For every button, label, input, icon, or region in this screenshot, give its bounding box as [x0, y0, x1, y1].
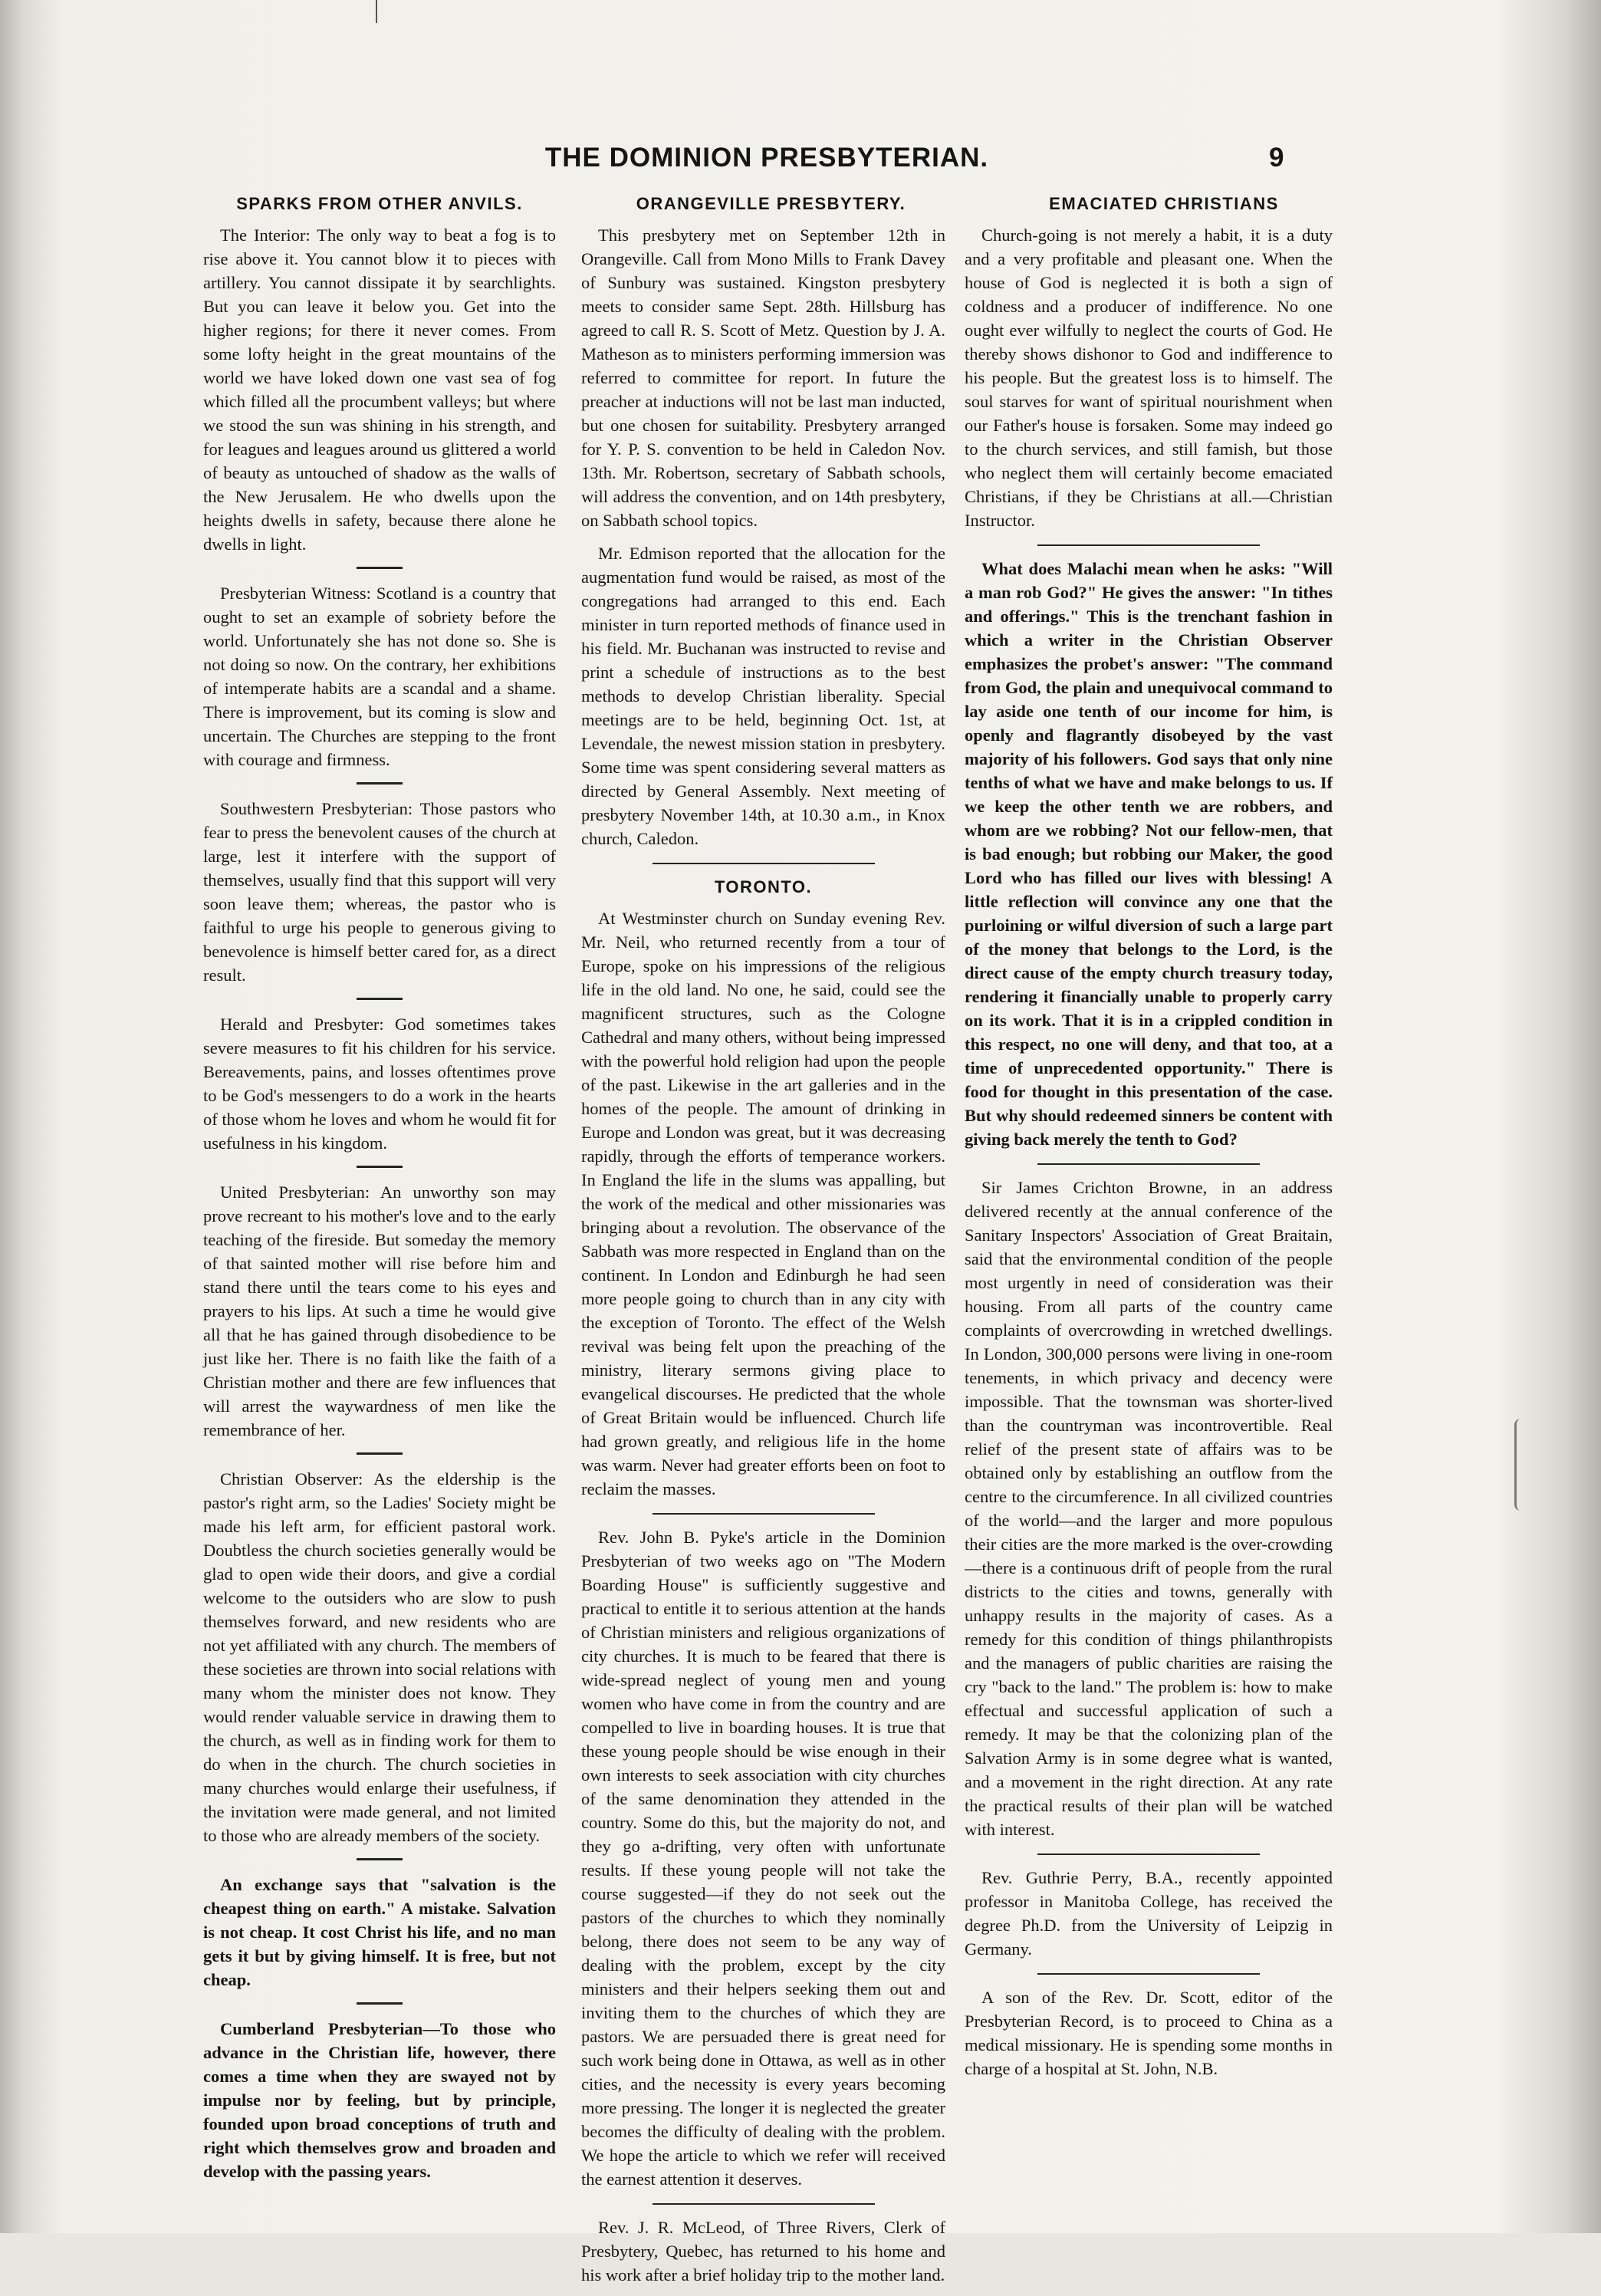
section-heading-toronto: TORONTO.	[714, 877, 813, 896]
divider	[653, 2203, 875, 2205]
article-paragraph: This presbytery met on September 12th in Orangeville. Call from Mono Mills to Frank Davey of Sunbury was sustained. Kingston presbytery meets to consider same Sept. 28th. Hillsburg has agreed to call R. S. Scott of Metz. Question by J. A. Matheson as to ministers performing immersion was referred to committee for report. In future the preacher at inductions will not be last man inducted, but one chosen for suitability. Presbytery arranged for Y. P. S. convention to be held in Caledon Nov. 13th. Mr. Robertson, secretary of Sabbath schools, will address the convention, and on 14th presbytery, on Sabbath school topics.	[581, 225, 945, 530]
divider	[1037, 1163, 1260, 1165]
article-paragraph: United Presbyterian: An unworthy son may prove recreant to his mother's love and to the early teaching of the fireside. But someday the memory of that sainted mother will rise before him and stand there until the tears come to his eyes and prayers to his lips. At such a time he would give all that he has gained through disobedience to be just like her. There is no faith like the faith of a Christian mother and there are few influences that will arrest the waywardness of men like the remembrance of her.	[203, 1183, 556, 1439]
article-paragraph: Herald and Presbyter: God sometimes takes severe measures to fit his children for his service. Bereavements, pains, and losses oftentimes prove to be God's messengers to do a work in the hearts of those whom he loves and whom he would fit for usefulness in his kingdom.	[203, 1015, 556, 1153]
divider	[357, 2002, 403, 2005]
section-heading-emaciated: EMACIATED CHRISTIANS	[1049, 194, 1279, 213]
article-paragraph: At Westminster church on Sunday evening Rev. Mr. Neil, who returned recently from a tour of Europe, spoke on his impressions of the religious life in the old land. No one, he said, could see the magnificent structures, such as the Cologne Cathedral and many others, without being impressed with the powerful hold religion had upon the people of the past. Likewise in the art galleries and in the homes of the people. The amount of drinking in Europe and London was great, but it was decreasing rapidly, through the efforts of temperance workers. In England the life in the slums was appalling, but the work of the medical and other missionaries was bringing about a revolution. The observance of the Sabbath was more respected in England than on the continent. In London and Edinburgh he had seen more people going to church than in any city with the exception of Toronto. The effect of the Welsh revival was being felt upon the preaching of the ministry, literary sermons giving place to evangelical discourses. He predicted that the whole of Great Britain would be influenced. Church life had grown greatly, and religious life in the home was warm. Never had greater efforts been on foot to reclaim the masses.	[581, 909, 945, 1498]
divider	[357, 1452, 403, 1455]
divider	[653, 1513, 875, 1515]
article-paragraph: Rev. J. R. McLeod, of Three Rivers, Clerk of Presbytery, Quebec, has returned to his home and his work after a brief holiday trip to the mother land.	[581, 2218, 945, 2284]
article-paragraph: Southwestern Presbyterian: Those pastors who fear to press the benevolent causes of the church at large, lest it interfere with the support of themselves, usually find that this support will very soon leave them; whereas, the pastor who is faithful to urge his people to generous giving to benevolence is himself better cared for, as a direct result.	[203, 799, 556, 985]
column-right	[965, 192, 1333, 2090]
divider	[357, 1858, 403, 1860]
divider	[1037, 1973, 1260, 1975]
scan-mark	[376, 0, 377, 23]
article-paragraph: Christian Observer: As the eldership is the pastor's right arm, so the Ladies' Society might be made his left arm, for efficient pastoral work. Doubtless the church societies generally would be glad to open wide their doors, and give a cordial welcome to the outsiders who are slow to push themselves forward, and new residents who are not yet affiliated with any church. The members of these societies are thrown into social relations with many whom the minister does not know. They would render valuable service in drawing them to the church, as well as in finding work for them to do when in the church. The church societies in many churches would enlarge their usefulness, if the invitation were made general, and not limited to those who are already members of the society.	[203, 1469, 556, 1845]
article-paragraph: The Interior: The only way to beat a fog is to rise above it. You cannot blow it to pieces with artillery. You cannot dissipate it by searchlights. But you can leave it below you. Get into the higher regions; for there it never comes. From some lofty height in the great mountains of the world we have loked down one vast sea of fog which filled all the procumbent valleys; but where we stood the sun was shining in his strength, and for leagues and leagues around us glittered a world of beauty as untouched of shadow as the walls of the New Jerusalem. He who dwells upon the heights dwells in safety, because there alone he dwells in light.	[203, 225, 556, 554]
article-paragraph-bold: What does Malachi mean when he asks: "Will a man rob God?" He gives the answer: "In tithes and offerings." This is the trenchant fashion in which a writer in the Christian Observer emphasizes the probet's answer: "The command from God, the plain and unequivocal command to lay aside one tenth of our income for him, is openly and flagrantly disobeyed by the vast majority of his followers. God says that only nine tenths of what we have and make belongs to us. If we keep the other tenth we are robbers, and whom are we robbing? Not our fellow-men, that is bad enough; but robbing our Maker, the good Lord who has filled our lives with blessing! A little reflection will convince any one that the purloining or wilful diversion of such a large part of the money that belongs to the Lord, is the direct cause of the empty church treasury today, rendering it financially unable to properly carry on its work. That it is in a crippled condition in this respect, no one will deny, and that too, at a time of unprecedented opportunity." There is food for thought in this presentation of the case. But why should redeemed sinners be content with giving back merely the tenth to God?	[965, 559, 1333, 1149]
section-heading-sparks: SPARKS FROM OTHER ANVILS.	[236, 194, 523, 213]
column-middle	[581, 192, 945, 2296]
article-paragraph-bold: An exchange says that "salvation is the cheapest thing on earth." A mistake. Salvation is not cheap. It cost Christ his life, and no man gets it but by giving himself. It is free, but not cheap.	[203, 1875, 556, 1989]
article-paragraph: Rev. Guthrie Perry, B.A., recently appointed professor in Manitoba College, has received the degree Ph.D. from the University of Leipzig in Germany.	[965, 1868, 1333, 1959]
page-number: 9	[1269, 143, 1284, 173]
article-paragraph: Church-going is not merely a habit, it is a duty and a very profitable and pleasant one. When the house of God is neglected it is both a sign of coldness and a producer of indifference. No one ought ever wilfully to neglect the courts of God. He thereby shows dishonor to God and indifference to his people. But the greatest loss is to himself. The soul starves for want of spiritual nourishment when our Father's house is forsaken. Some may indeed go to the church services, and still famish, but those who neglect them will certainly become emaciated Christians, if they be Christians at all.—Christian Instructor.	[965, 225, 1333, 530]
divider	[357, 782, 403, 785]
column-left	[203, 192, 556, 2192]
divider	[653, 863, 875, 864]
divider	[357, 998, 403, 1000]
article-paragraph: Rev. John B. Pyke's article in the Dominion Presbyterian of two weeks ago on "The Modern Boarding House" is sufficiently suggestive and practical to entitle it to serious attention at the hands of Christian ministers and religious organizations of city churches. It is much to be feared that there is wide-spread neglect of young men and young women who have come in from the country and are compelled to live in boarding houses. It is true that these young people should be wise enough in their own interests to seek association with city churches of the same denomination they attended in the country. Some do this, but the majority do not, and they go a-drifting, very often with unfortunate results. If these young people will not take the course suggested—if they do not seek out the pastors of the churches to which they nominally belong, there does not seem to be any way of dealing with the problem, except by the city ministers and their helpers seeking them out and inviting them to the churches of which they are pastors. We are persuaded there is great need for such work being done in Ottawa, as well as in other cities, and the necessity is every years becoming more pressing. The longer it is neglected the greater becomes the difficulty of dealing with the problem. We hope the article to which we refer will received the earnest attention it deserves.	[581, 1528, 945, 2189]
divider	[357, 567, 403, 569]
newspaper-title: THE DOMINION PRESBYTERIAN.	[544, 143, 989, 173]
article-paragraph: A son of the Rev. Dr. Scott, editor of the Presbyterian Record, is to proceed to China as a medical missionary. He is spending some months in charge of a hospital at St. John, N.B.	[965, 1988, 1333, 2078]
article-paragraph-bold: Cumberland Presbyterian—To those who advance in the Christian life, however, there comes a time when they are swayed not by impulse nor by feeling, but by principle, founded upon broad conceptions of truth and right which themselves grow and broaden and develop with the passing years.	[203, 2019, 556, 2181]
divider	[1037, 544, 1260, 546]
page-header	[0, 143, 1601, 189]
section-heading-orangeville: ORANGEVILLE PRESBYTERY.	[636, 194, 906, 213]
divider	[357, 1166, 403, 1168]
article-paragraph: Presbyterian Witness: Scotland is a country that ought to set an example of sobriety before the world. Unfortunately she has not done so. She is not doing so now. On the contrary, her exhibitions of intemperate habits are a scandal and a shame. There is improvement, but its coming is slow and uncertain. The Churches are stepping to the front with courage and firmness.	[203, 584, 556, 769]
article-paragraph: Sir James Crichton Browne, in an address delivered recently at the annual conference of the Sanitary Inspectors' Association of Great Braitain, said that the environmental condition of the people most urgently in need of consideration was their housing. From all parts of the country came complaints of overcrowding in wretched dwellings. In London, 300,000 persons were living in one-room tenements, in which privacy and decency were impossible. That the townsman was shorter-lived than the countryman was incontrovertible. Real relief of the present state of affairs was to be obtained only by establishing an outflow from the centre to the circumference. In all civilized countries of the world—and the larger and more populous their cities are the more marked is the over-crowding—there is a continuous drift of people from the rural districts to the cities and towns, generally with unhappy results in the majority of cases. As a remedy for this condition of things philanthropists and the managers of public charities are raising the cry "back to the land." The problem is: how to make effectual and successful application of such a remedy. It may be that the colonizing plan of the Salvation Army is in some degree what is wanted, and a movement in the right direction. At any rate the practical results of their plan will be watched with interest.	[965, 1178, 1333, 1839]
article-paragraph: Mr. Edmison reported that the allocation for the augmentation fund would be raised, as most of the congregations had arranged to this end. Each minister in turn reported methods of finance used in his field. Mr. Buchanan was instructed to revise and print a schedule of instructions as to the best methods to develop Christian liberality. Special meetings are to be held, beginning Oct. 1st, at Levendale, the newest mission station in presbytery. Some time was spent considering several matters as directed by General Assembly. Next meeting of presbytery November 14th, at 10.30 a.m., in Knox church, Caledon.	[581, 544, 945, 848]
divider	[1037, 1854, 1260, 1855]
binding-clip-mark	[1514, 1419, 1534, 1511]
